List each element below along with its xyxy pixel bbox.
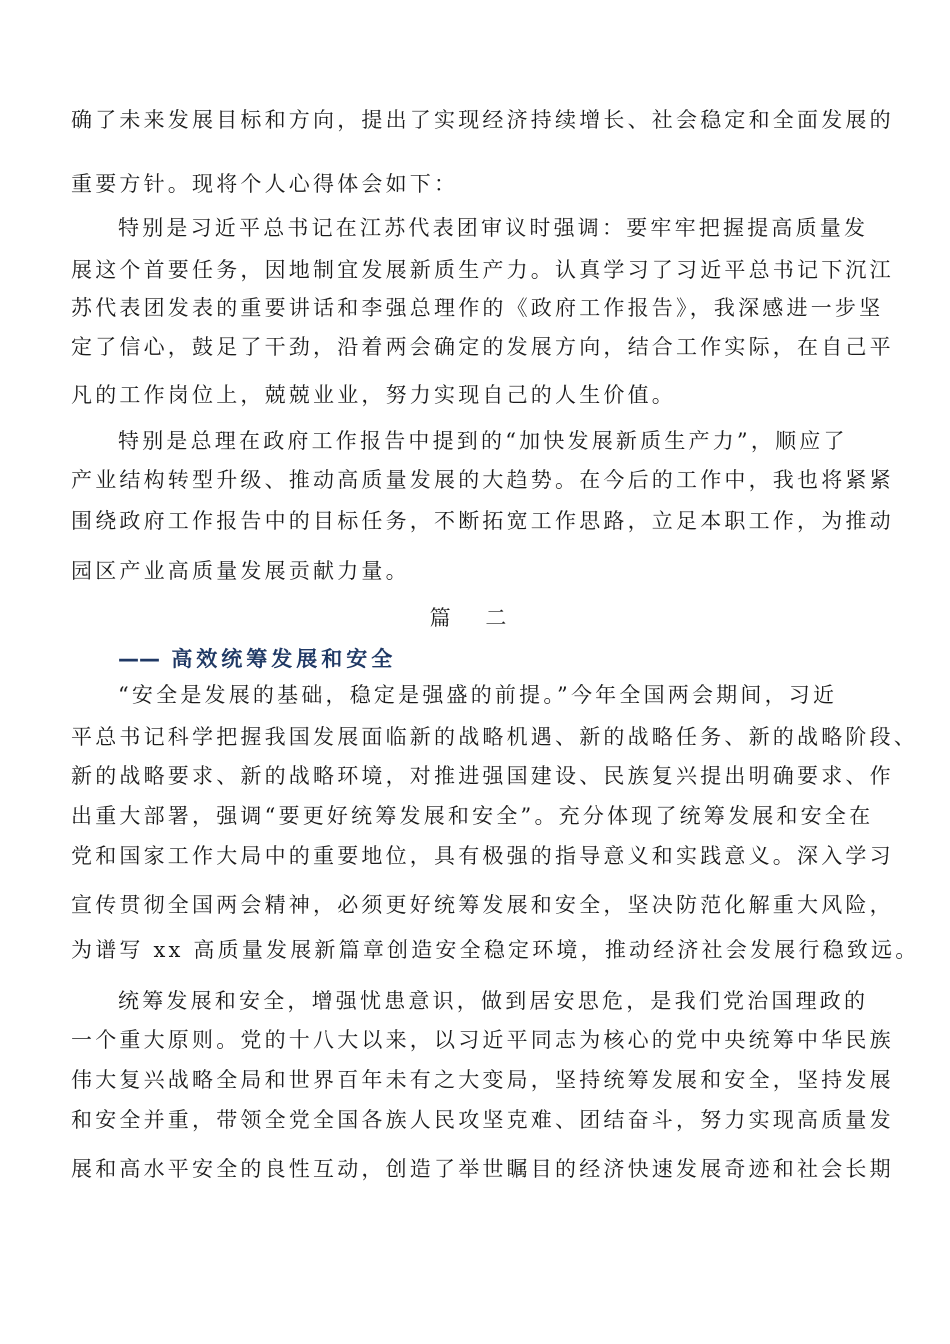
section-subtitle <box>118 649 396 670</box>
paragraph-line: 凡的工作岗位上，兢兢业业，努力实现自己的人生价值。 <box>71 383 676 407</box>
paragraph-line: 党和国家工作大局中的重要地位，具有极强的指导意义和实践意义。深入学习 <box>71 844 894 868</box>
paragraph-line: 新的战略要求、新的战略环境，对推进强国建设、民族复兴提出明确要求、作 <box>71 764 894 788</box>
paragraph-line: 平总书记科学把握我国发展面临新的战略机遇、新的战略任务、新的战略阶段、 <box>71 725 918 749</box>
paragraph-line: 展这个首要任务，因地制宜发展新质生产力。认真学习了习近平总书记下沉江 <box>71 258 894 282</box>
paragraph-line: 重要方针。现将个人心得体会如下： <box>71 172 459 196</box>
paragraph-line: 宣传贯彻全国两会精神，必须更好统筹发展和安全，坚决防范化解重大风险， <box>71 893 894 917</box>
paragraph-line: 产业结构转型升级、推动高质量发展的大趋势。在今后的工作中，我也将紧紧 <box>71 468 894 492</box>
paragraph-line: 和安全并重，带领全党全国各族人民攻坚克难、团结奋斗，努力实现高质量发 <box>71 1108 894 1132</box>
subtitle-dash: —— <box>118 647 160 671</box>
paragraph-line: 伟大复兴战略全局和世界百年未有之大变局，坚持统筹发展和安全，坚持发展 <box>71 1068 894 1092</box>
paragraph-line: 统筹发展和安全，增强忧患意识，做到居安思危，是我们党治国理政的 <box>118 989 869 1013</box>
paragraph-line: 园区产业高质量发展贡献力量。 <box>71 559 410 583</box>
paragraph-line: 定了信心，鼓足了干劲，沿着两会确定的发展方向，结合工作实际，在自己平 <box>71 335 894 359</box>
paragraph-line: 确了未来发展目标和方向，提出了实现经济持续增长、社会稳定和全面发展的 <box>71 108 894 132</box>
paragraph-line: 为谱写 xx 高质量发展新篇章创造安全稳定环境，推动经济社会发展行稳致远。 <box>71 938 920 962</box>
section-title: 篇 二 <box>429 606 521 630</box>
paragraph-line: 出重大部署，强调“要更好统筹发展和安全”。充分体现了统筹发展和安全在 <box>71 804 874 828</box>
paragraph-line: 展和高水平安全的良性互动，创造了举世瞩目的经济快速发展奇迹和社会长期 <box>71 1157 894 1181</box>
paragraph-line: 围绕政府工作报告中的目标任务，不断拓宽工作思路，立足本职工作，为推动 <box>71 509 894 533</box>
paragraph-line: 特别是习近平总书记在江苏代表团审议时强调：要牢牢把握提高质量发 <box>118 216 869 240</box>
paragraph-line: 特别是总理在政府工作报告中提到的“加快发展新质生产力”，顺应了 <box>118 429 848 453</box>
paragraph-line: 苏代表团发表的重要讲话和李强总理作的《政府工作报告》，我深感进一步坚 <box>71 296 884 320</box>
paragraph-line: 一个重大原则。党的十八大以来，以习近平同志为核心的党中央统筹中华民族 <box>71 1028 894 1052</box>
subtitle-text: 高效统筹发展和安全 <box>171 647 397 671</box>
paragraph-line: “安全是发展的基础，稳定是强盛的前提。”今年全国两会期间，习近 <box>118 683 838 707</box>
